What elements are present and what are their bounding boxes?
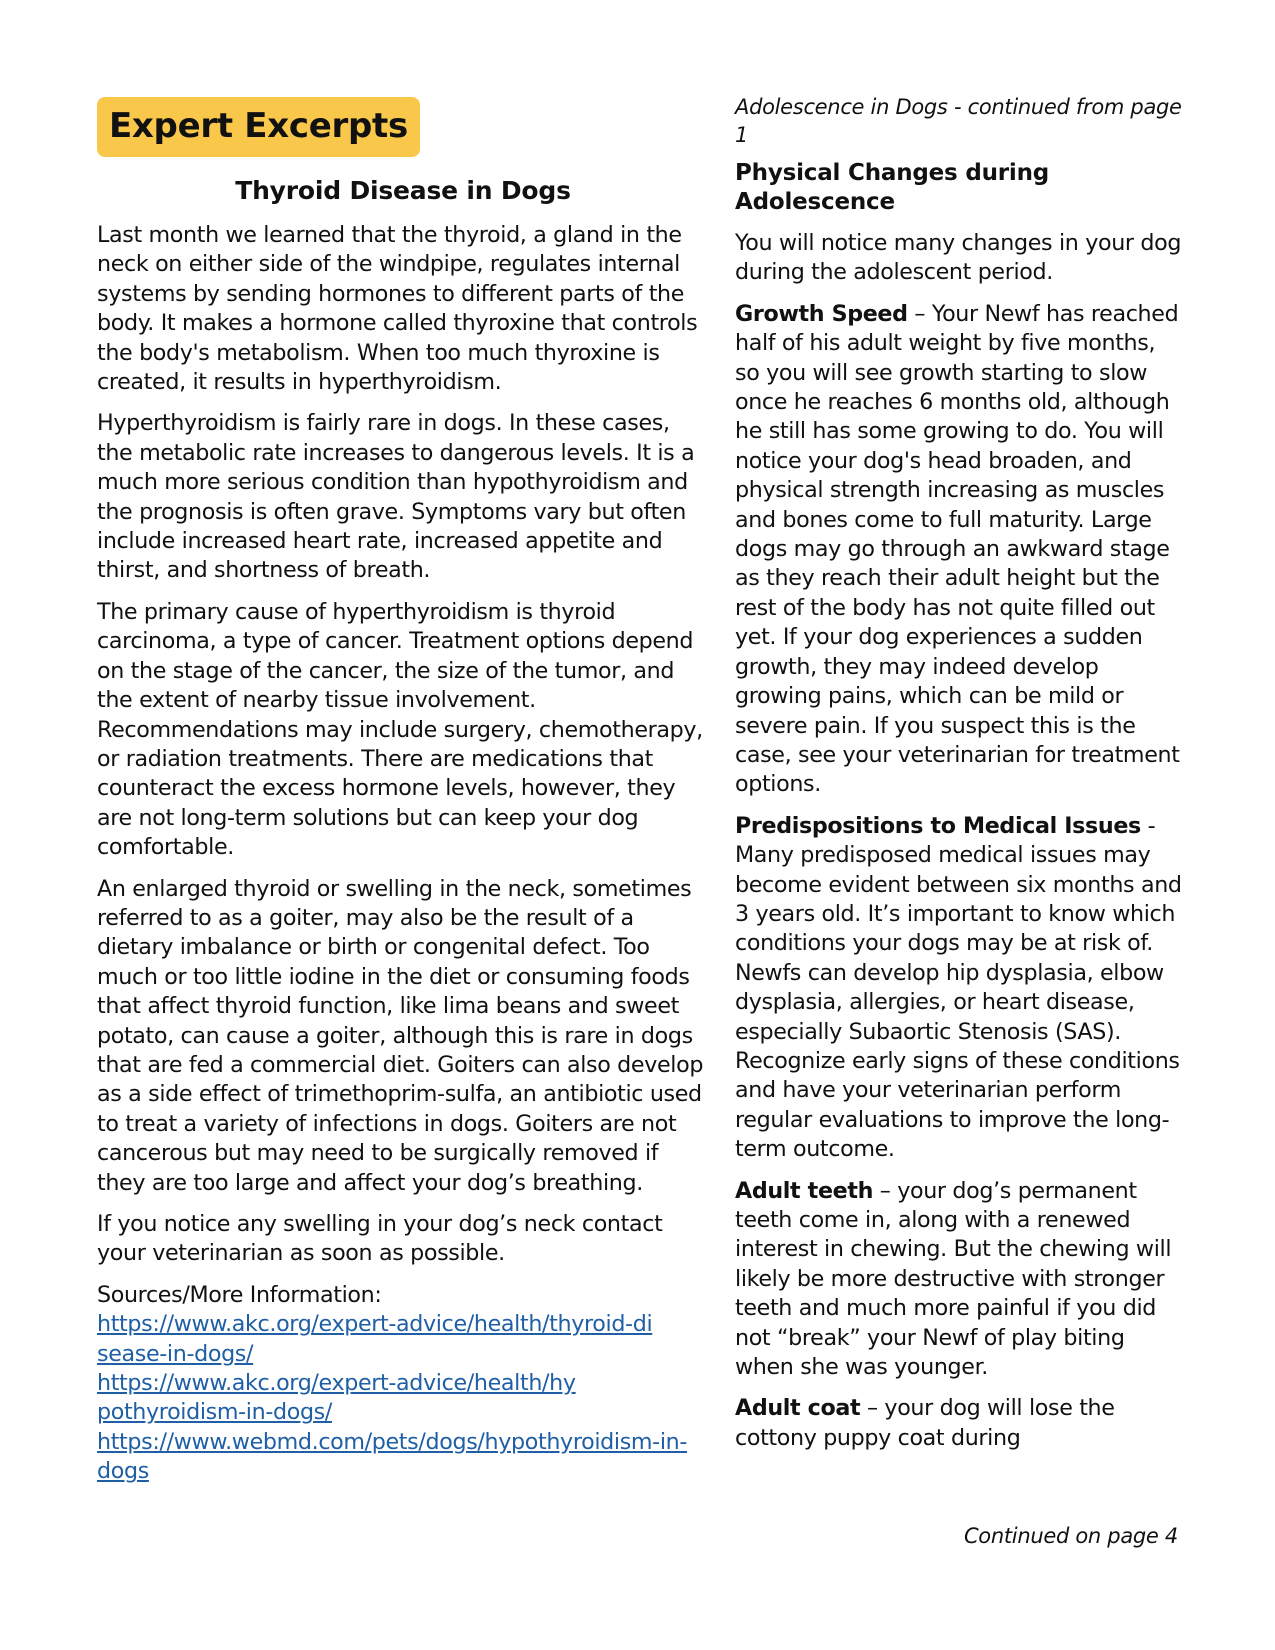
item-text: your dog’s permanent teeth come in, along with a renewed interest in chewing. But the chewing will likely be more destructive with stronger teeth and much more painful if you did not “break” your Newf of play biting when she was younger. <box>735 1177 1172 1381</box>
item-text: Many predisposed medical issues may become evident between six months and 3 years old. It’s important to know which conditions your dogs may be at risk of. Newfs can develop hip dysplasia, elbow dysplasia, allergies, or heart disease, especially Subaortic Stenosis (SAS). Recognize early signs of these conditions and have your veterinarian perform regular evaluations to improve the long-term outcome. <box>735 842 1182 1163</box>
article-paragraph: The primary cause of hyperthyroidism is thyroid carcinoma, a type of cancer. Treatment options depend on the stage of the cancer, the size of the tumor, and the extent of nearby tissue involvement. Recommendations may include surgery, chemotherapy, or radiation treatments. There are medications that counteract the excess hormone levels, however, they are not long-term solutions but can keep your dog comfortable. <box>97 598 703 861</box>
sources-label: Sources/More Information: <box>97 1281 382 1308</box>
source-link-akc-thyroid[interactable]: https://www.akc.org/expert-advice/health/thyroid-disease-in-dogs/ <box>97 1311 653 1367</box>
source-link-webmd[interactable]: https://www.webmd.com/pets/dogs/hypothyroidism-in-dogs <box>97 1428 688 1485</box>
continued-from-note: Adolescence in Dogs - continued from page 1 <box>735 95 1182 147</box>
adult-coat-item <box>735 1394 1185 1453</box>
article-paragraph: An enlarged thyroid or swelling in the neck, sometimes referred to as a goiter, may also be the result of a dietary imbalance or birth or congenital defect. Too much or too little iodine in the diet or consuming foods that affect thyroid function, like lima beans and sweet potato, can cause a goiter, although this is rare in dogs that are fed a commercial diet. Goiters can also develop as a side effect of trimethoprim-sulfa, an antibiotic used to treat a variety of infections in dogs. Goiters are not cancerous but may need to be surgically removed if they are too large and affect your dog’s breathing. <box>97 875 704 1196</box>
item-separator: – <box>860 1395 885 1422</box>
adolescence-article <box>735 93 1185 1465</box>
sources-section <box>97 1281 709 1487</box>
item-separator: – <box>873 1177 898 1204</box>
item-text: Your Newf has reached half of his adult weight by five months, so you will see growth starting to slow once he reaches 6 months old, although he still has some growing to do. You will notice your dog's head broaden, and physical strength increasing as muscles and bones come to full maturity. Large dogs may go through an awkward stage as they reach their adult height but the rest of the body has not quite filled out yet. If your dog experiences a sudden growth, they may indeed develop growing pains, which can be mild or severe pain. If you suspect this is the case, see your veterinarian for treatment options. <box>735 300 1180 798</box>
thyroid-article <box>97 97 709 1487</box>
continued-on-note: Continued on page 4 <box>963 1524 1178 1548</box>
growth-speed-item <box>735 300 1185 800</box>
article-paragraph: Hyperthyroidism is fairly rare in dogs. In these cases, the metabolic rate increases to dangerous levels. It is a much more serious condition than hypothyroidism and the prognosis is often grave. Symptoms vary but often include increased heart rate, increased appetite and thirst, and shortness of breath. <box>97 410 695 584</box>
article-paragraph: If you notice any swelling in your dog’s neck contact your veterinarian as soon as possible. <box>97 1211 663 1267</box>
source-link-akc-hypothyroidism[interactable]: https://www.akc.org/expert-advice/health/hypothyroidism-in-dogs/ <box>97 1370 576 1426</box>
item-heading: Adult teeth <box>735 1177 874 1204</box>
item-text: your dog will lose the cottony puppy coat during <box>735 1395 1115 1451</box>
article-paragraph: Last month we learned that the thyroid, a gland in the neck on either side of the windpipe, regulates internal systems by sending hormones to different parts of the body. It makes a hormone called thyroxine that controls the body's metabolism. When too much thyroxine is created, it results in hyperthyroidism. <box>97 222 698 396</box>
adult-teeth-item <box>735 1177 1185 1383</box>
article-title: Thyroid Disease in Dogs <box>235 176 571 205</box>
item-separator: – <box>907 300 932 327</box>
intro-paragraph: You will notice many changes in your dog during the adolescent period. <box>735 230 1182 286</box>
predispositions-item <box>735 812 1185 1165</box>
item-separator: - <box>1140 812 1156 839</box>
section-title: Physical Changes during Adolescence <box>735 160 1050 215</box>
item-heading: Adult coat <box>735 1395 861 1422</box>
item-heading: Growth Speed <box>735 300 908 327</box>
expert-excerpts-badge: Expert Excerpts <box>97 97 420 157</box>
item-heading: Predispositions to Medical Issues <box>735 812 1141 839</box>
